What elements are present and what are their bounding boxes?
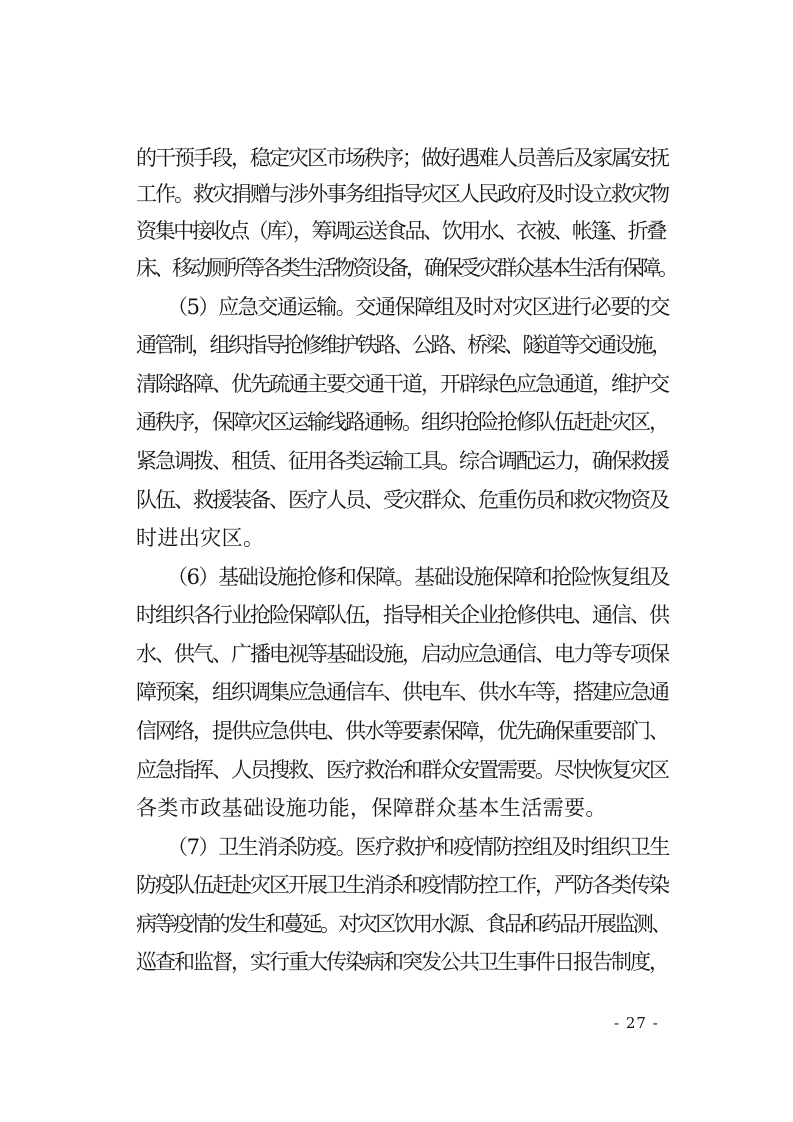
- paragraph-heading-5: （5）应急交通运输。交通保障组及时对灾区进行必要的交: [167, 295, 669, 319]
- text-line: 通管制，组织指导抢修维护铁路、公路、桥梁、隧道等交通设施，: [136, 333, 670, 357]
- text-line: 时进出灾区。: [136, 526, 265, 550]
- text-line: 的干预手段，稳定灾区市场秩序；做好遇难人员善后及家属安抚: [136, 146, 668, 170]
- text-line: 紧急调拨、租赁、征用各类运输工具。综合调配运力，确保救援: [136, 449, 668, 473]
- text-line: 信网络，提供应急供电、供水等要素保障，优先确保重要部门、: [136, 719, 668, 743]
- text-line: 工作。救灾捐赠与涉外事务组指导灾区人民政府及时设立救灾物: [136, 182, 668, 206]
- text-line: 队伍、救援装备、医疗人员、受灾群众、危重伤员和救灾物资及: [136, 488, 668, 512]
- paragraph-heading-6: （6）基础设施抢修和保障。基础设施保障和抢险恢复组及: [167, 565, 669, 589]
- text-line: 应急指挥、人员搜救、医疗救治和群众安置需要。尽快恢复灾区: [136, 758, 668, 782]
- text-line: 通秩序，保障灾区运输线路通畅。组织抢险抢修队伍赶赴灾区，: [136, 410, 668, 434]
- text-line: 时组织各行业抢险保障队伍，指导相关企业抢修供电、通信、供: [136, 603, 668, 627]
- text-line: 病等疫情的发生和蔓延。对灾区饮用水源、食品和药品开展监测、: [136, 912, 670, 936]
- page-number: - 27 -: [614, 1014, 659, 1032]
- text-line: 清除路障、优先疏通主要交通干道，开辟绿色应急通道，维护交: [136, 372, 668, 396]
- text-line: 障预案，组织调集应急通信车、供电车、供水车等，搭建应急通: [136, 680, 668, 704]
- paragraph-heading-7: （7）卫生消杀防疫。医疗救护和疫情防控组及时组织卫生: [167, 835, 669, 859]
- text-line: 巡查和监督，实行重大传染病和突发公共卫生事件日报告制度，: [136, 950, 668, 974]
- text-line: 资集中接收点（库），筹调运送食品、饮用水、衣被、帐篷、折叠: [136, 219, 665, 243]
- text-line: 各类市政基础设施功能，保障群众基本生活需要。: [136, 796, 607, 820]
- text-line: 床、移动厕所等各类生活物资设备，确保受灾群众基本生活有保障。: [136, 256, 676, 280]
- text-line: 水、供气、广播电视等基础设施，启动应急通信、电力等专项保: [136, 642, 668, 666]
- text-line: 防疫队伍赶赴灾区开展卫生消杀和疫情防控工作，严防各类传染: [136, 873, 668, 897]
